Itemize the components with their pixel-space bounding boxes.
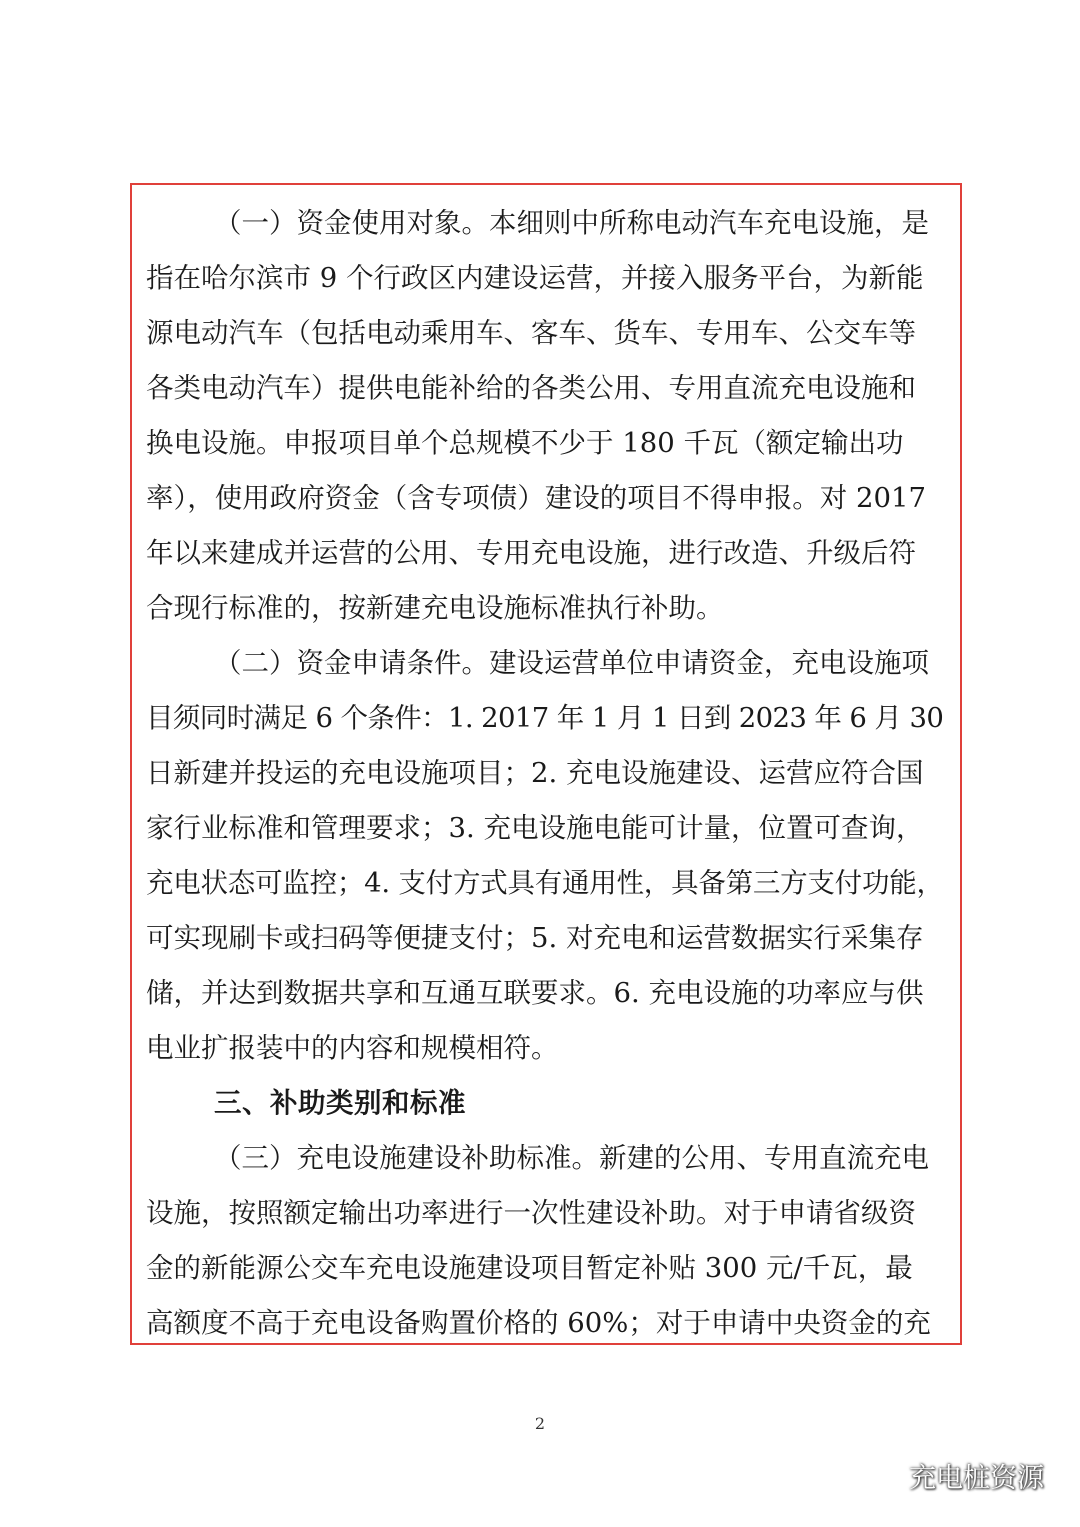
paragraph-2-line-4: 家行业标准和管理要求；3. 充电设施电能可计量，位置可查询， [146,812,924,844]
paragraph-1-line-7: 年以来建成并运营的公用、专用充电设施，进行改造、升级后符 [146,537,916,569]
paragraph-3-line-3: 金的新能源公交车充电设施建设项目暂定补贴 300 元/千瓦，最 [146,1252,913,1284]
paragraph-2-line-6: 可实现刷卡或扫码等便捷支付；5. 对充电和运营数据实行采集存 [146,922,924,954]
paragraph-1-line-6: 率），使用政府资金（含专项债）建设的项目不得申报。对 2017 [146,482,926,514]
paragraph-3-line-1: （三）充电设施建设补助标准。新建的公用、专用直流充电 [214,1142,929,1174]
paragraph-3-line-4: 高额度不高于充电设备购置价格的 60%；对于申请中央资金的充 [146,1307,931,1339]
paragraph-2-line-8: 电业扩报装中的内容和规模相符。 [146,1032,559,1064]
paragraph-2-line-1: （二）资金申请条件。建设运营单位申请资金，充电设施项 [214,647,929,679]
paragraph-2-line-3: 日新建并投运的充电设施项目；2. 充电设施建设、运营应符合国 [146,757,924,789]
paragraph-1-line-1: （一）资金使用对象。本细则中所称电动汽车充电设施，是 [214,207,929,239]
paragraph-1-line-3: 源电动汽车（包括电动乘用车、客车、货车、专用车、公交车等 [146,317,916,349]
paragraph-1-line-5: 换电设施。申报项目单个总规模不少于 180 千瓦（额定输出功 [146,427,904,459]
watermark-text: 充电桩资源 [909,1463,1044,1494]
paragraph-1-line-8: 合现行标准的，按新建充电设施标准执行补助。 [146,592,724,624]
paragraph-2-line-2: 目须同时满足 6 个条件：1. 2017 年 1 月 1 日到 2023 年 6 月 30 [146,702,944,734]
paragraph-3-line-2: 设施，按照额定输出功率进行一次性建设补助。对于申请省级资 [146,1197,916,1229]
watermark [865,1456,1044,1495]
section-heading: 三、补助类别和标准 [214,1087,466,1119]
paragraph-2-line-7: 储，并达到数据共享和互通互联要求。6. 充电设施的功率应与供 [146,977,924,1009]
paragraph-1-line-2: 指在哈尔滨市 9 个行政区内建设运营，并接入服务平台，为新能 [146,262,924,294]
paragraph-2-line-5: 充电状态可监控；4. 支付方式具有通用性，具备第三方支付功能， [146,867,944,899]
page-number: 2 [534,1414,546,1433]
wechat-icon [865,1461,899,1491]
paragraph-1-line-4: 各类电动汽车）提供电能补给的各类公用、专用直流充电设施和 [146,372,916,404]
